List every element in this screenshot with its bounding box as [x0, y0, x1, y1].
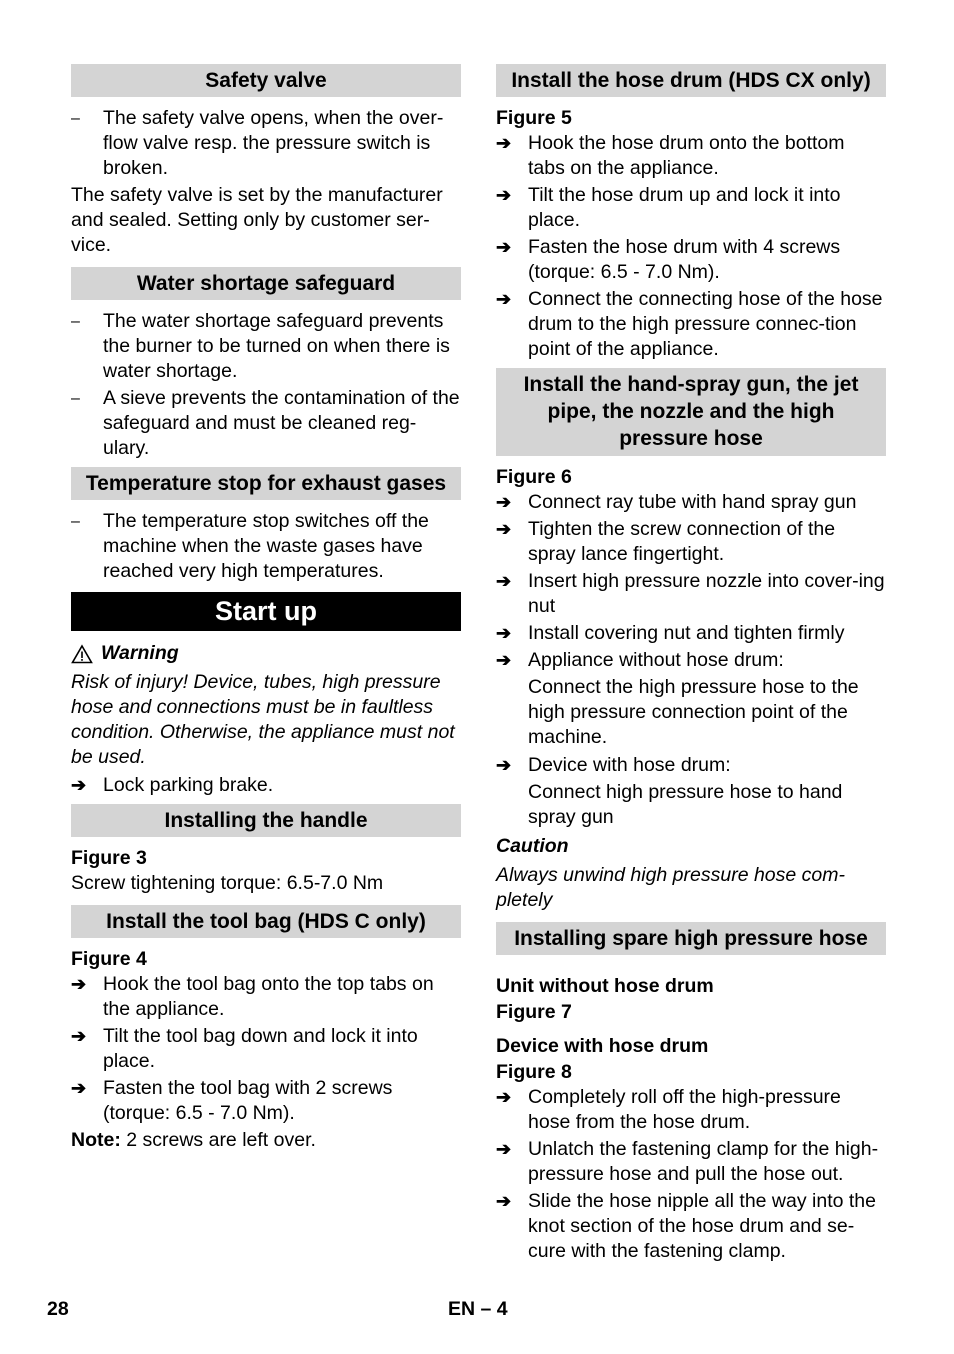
- step-detail: Connect the high pressure hose to the high pressure connection point of the machine.: [528, 676, 859, 748]
- figure-label: Figure 6: [496, 466, 572, 488]
- page-number: 28: [47, 1298, 69, 1320]
- list-item: – The temperature stop switches off the machine when the waste gases have reached very high temperatures.: [71, 510, 429, 582]
- list-item: – The water shortage safeguard prevents the burner to be turned on when there is water shortage.: [71, 310, 450, 382]
- arrow-icon: ➔: [496, 623, 512, 643]
- step-item: ➔ Connect the connecting hose of the hose drum to the high pressure connec-tion point of the appliance.: [496, 288, 883, 360]
- figure-label: Figure 5: [496, 107, 572, 129]
- tool-bag-heading: Install the tool bag (HDS C only): [71, 905, 461, 938]
- section-label: EN – 4: [448, 1298, 508, 1320]
- step-item: ➔ Insert high pressure nozzle into cover-ing nut: [496, 570, 885, 617]
- figure-label: Figure 8: [496, 1061, 572, 1083]
- arrow-icon: ➔: [496, 1087, 512, 1107]
- dash-icon: –: [71, 390, 80, 407]
- spray-gun-heading: Install the hand-spray gun, the jet pipe, the nozzle and the high pressure hose: [496, 368, 886, 456]
- step-item: ➔ Install covering nut and tighten firmly: [496, 622, 845, 644]
- step-item: ➔ Fasten the hose drum with 4 screws (torque: 6.5 - 7.0 Nm).: [496, 236, 841, 283]
- installing-handle-heading: Installing the handle: [71, 804, 461, 837]
- list-item: – A sieve prevents the contamination of the safeguard and must be cleaned reg-ulary.: [71, 387, 460, 459]
- arrow-icon: ➔: [496, 185, 512, 205]
- left-column: [71, 64, 461, 1156]
- arrow-icon: ➔: [496, 650, 512, 670]
- step-item: ➔ Hook the tool bag onto the top tabs on the appliance.: [71, 973, 434, 1020]
- water-shortage-heading: Water shortage safeguard: [71, 267, 461, 300]
- arrow-icon: ➔: [71, 775, 87, 795]
- step-item: ➔ Slide the hose nipple all the way into the knot section of the hose drum and se-cure with the fastening clamp.: [496, 1190, 876, 1262]
- arrow-icon: ➔: [71, 974, 87, 994]
- subheading: Unit without hose drum: [496, 975, 714, 997]
- step-item: ➔ Completely roll off the high-pressure hose from the hose drum.: [496, 1086, 841, 1133]
- step-item: ➔ Unlatch the fastening clamp for the high-pressure hose and pull the hose out.: [496, 1138, 879, 1185]
- step-item: ➔ Device with hose drum:: [496, 754, 731, 776]
- safety-valve-heading: Safety valve: [71, 64, 461, 97]
- arrow-icon: ➔: [496, 1139, 512, 1159]
- arrow-icon: ➔: [71, 1026, 87, 1046]
- dash-icon: –: [71, 110, 80, 127]
- right-column: [496, 64, 886, 1264]
- warning-label: Warning: [71, 641, 461, 666]
- safety-valve-text: The safety valve is set by the manufacturer and sealed. Setting only by customer ser-vice.: [71, 184, 443, 256]
- step-item: ➔ Tighten the screw connection of the spray lance fingertight.: [496, 518, 836, 565]
- step-item: ➔ Tilt the tool bag down and lock it into place.: [71, 1025, 418, 1072]
- arrow-icon: ➔: [496, 519, 512, 539]
- spare-hose-heading: Installing spare high pressure hose: [496, 922, 886, 955]
- handle-text: Screw tightening torque: 6.5-7.0 Nm: [71, 872, 384, 894]
- figure-label: Figure 4: [71, 948, 147, 970]
- figure-label: Figure 3: [71, 847, 147, 869]
- caution-text: Always unwind high pressure hose com-pletely: [496, 864, 846, 911]
- arrow-icon: ➔: [496, 133, 512, 153]
- arrow-icon: ➔: [496, 492, 512, 512]
- warning-triangle-icon: [71, 644, 93, 664]
- step-item: ➔ Hook the hose drum onto the bottom tabs on the appliance.: [496, 132, 845, 179]
- temperature-stop-heading: Temperature stop for exhaust gases: [71, 467, 461, 500]
- caution-label: Caution: [496, 835, 569, 857]
- step-item: ➔ Connect ray tube with hand spray gun: [496, 491, 857, 513]
- arrow-icon: ➔: [496, 571, 512, 591]
- step-item: ➔ Tilt the hose drum up and lock it into place.: [496, 184, 841, 231]
- arrow-icon: ➔: [496, 755, 512, 775]
- step-detail: Connect high pressure hose to hand spray gun: [528, 781, 843, 828]
- note: Note: 2 screws are left over.: [71, 1129, 316, 1151]
- step-item: ➔ Appliance without hose drum:: [496, 649, 784, 671]
- figure-label: Figure 7: [496, 1001, 572, 1023]
- arrow-icon: ➔: [71, 1078, 87, 1098]
- step-item: ➔ Fasten the tool bag with 2 screws (torque: 6.5 - 7.0 Nm).: [71, 1077, 393, 1124]
- dash-icon: –: [71, 313, 80, 330]
- arrow-icon: ➔: [496, 289, 512, 309]
- subheading: Device with hose drum: [496, 1035, 709, 1057]
- list-item: – The safety valve opens, when the over-flow valve resp. the pressure switch is broken.: [71, 107, 444, 179]
- hose-drum-heading: Install the hose drum (HDS CX only): [496, 64, 886, 97]
- start-up-heading: Start up: [71, 592, 461, 631]
- arrow-icon: ➔: [496, 1191, 512, 1211]
- arrow-icon: ➔: [496, 237, 512, 257]
- warning-text: Risk of injury! Device, tubes, high pressure hose and connections must be in faultless condition. Otherwise, the appliance must not be used.: [71, 671, 455, 768]
- dash-icon: –: [71, 513, 80, 530]
- step-item: ➔ Lock parking brake.: [71, 774, 274, 796]
